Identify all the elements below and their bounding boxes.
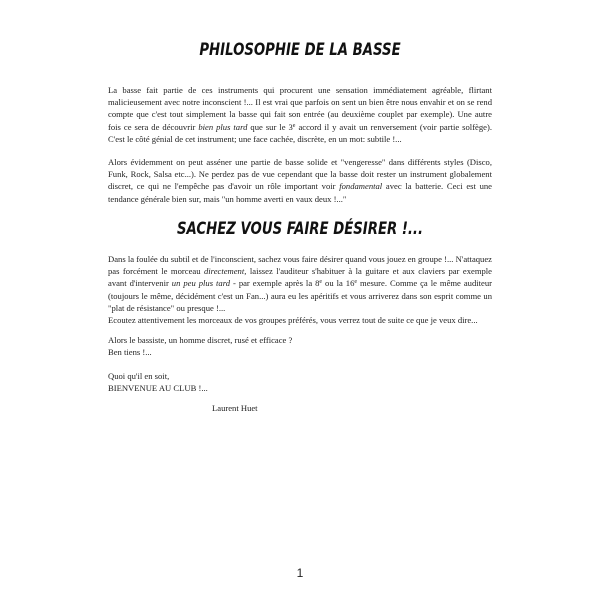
group-paragraph	[108, 253, 492, 326]
intro-text-3: accord il y avait un renversement (voir partie solfège). C'est le côté génial de cet instrument; une face cachée, discrète, en un mot: subtile !...	[108, 121, 492, 144]
group-text-2: , laissez l'auditeur s'habituer à la guitare et aux claviers par exemple avant d'intervenir	[108, 266, 493, 289]
main-title: PHILOSOPHIE DE LA BASSE	[199, 40, 401, 60]
closing-line-2: Ben tiens !...	[108, 347, 152, 358]
intro-text-2: que sur le 3	[247, 121, 293, 132]
intro-emphasis-1: bien plus tard	[198, 121, 248, 132]
group-text-6: Ecoutez attentivement les morceaux de vos groupes préférés, vous verrez tout de suite ce que je veux dire...	[108, 315, 478, 326]
group-text-1: Dans la foulée du subtil et de l'inconscient, sachez vous faire désirer quand vous jouez en groupe !... N'attaquez pas forcément le morceau	[108, 254, 492, 277]
closing-welcome	[108, 370, 492, 394]
page-number: 1	[296, 566, 304, 580]
closing-line-4: BIENVENUE AU CLUB !...	[108, 383, 208, 394]
closing-question	[108, 334, 492, 358]
styles-emphasis-1: fondamental	[339, 181, 383, 192]
section-title: SACHEZ VOUS FAIRE DÉSIRER !...	[177, 219, 423, 239]
group-superscript-2: e	[354, 279, 358, 286]
group-superscript-1: e	[319, 279, 323, 286]
closing-line-1: Alors le bassiste, un homme discret, rusé et efficace ?	[108, 335, 293, 345]
group-text-5: mesure. Comme ça le même auditeur (toujours le même, décidément c'est un Fan...) aura eu les apéritifs et vous arriverez dans son esprit comme un "plat de résistance" ou presque !...	[108, 278, 492, 313]
group-text-4: ou la 16	[322, 278, 355, 289]
styles-text-2: avec la batterie. Ceci est une tendance générale bien sur, mais "un homme averti en vaux deux !..."	[108, 181, 492, 204]
group-emphasis-2: un peu plus tard	[171, 278, 231, 289]
intro-superscript-1: e	[292, 122, 296, 129]
intro-paragraph	[108, 84, 492, 145]
intro-text-1: La basse fait partie de ces instruments qui procurent une sensation immédiatement agréable, flirtant malicieusement avec notre inconscient !... Il est vrai que parfois on sent un bien être nous envahir et on se rend compte que c'est tout simplement la basse qui fait son entrée (au deuxième couplet par exemple). Une autre fois ce sera de découvrir	[108, 85, 492, 132]
author-signature: Laurent Huet	[212, 403, 258, 413]
styles-text-1: Alors évidemment on peut asséner une partie de basse solide et "vengeresse" dans différents styles (Disco, Funk, Rock, Salsa etc...). Ne perdez pas de vue cependant que la basse doit rester un instrument globalement discret, ce qui ne l'empêche pas d'avoir un rôle important voir	[108, 157, 492, 192]
closing-line-3: Quoi qu'il en soit,	[108, 371, 170, 381]
group-text-3: - par exemple après la 8	[230, 278, 320, 289]
group-emphasis-1: directement	[204, 266, 245, 277]
styles-paragraph	[108, 156, 492, 205]
